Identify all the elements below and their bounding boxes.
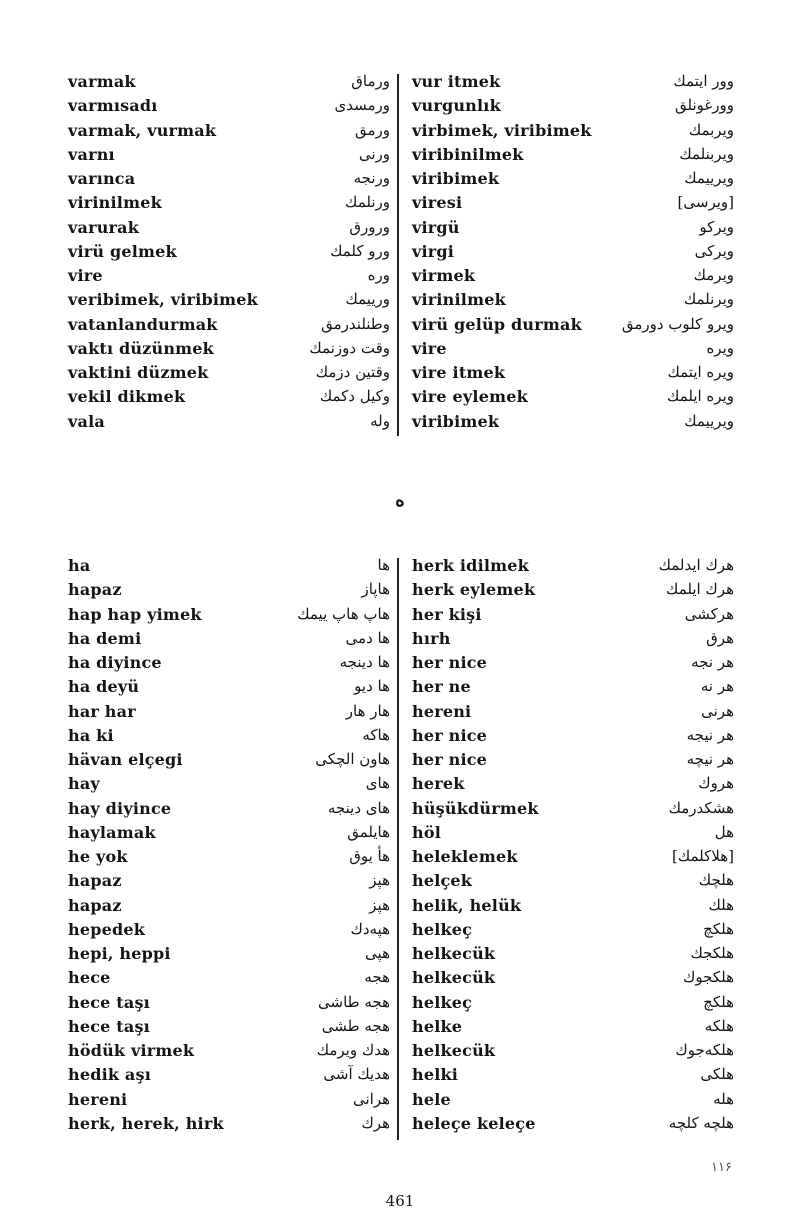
entry-row <box>0 169 800 193</box>
right-latin-headword: hele <box>412 1089 451 1109</box>
left-arabic-script: وطنلندرمق <box>321 314 390 333</box>
entry-row <box>0 823 800 847</box>
left-latin-headword: veribimek, viribimek <box>68 290 258 310</box>
left-latin-headword: hece <box>68 968 111 988</box>
left-arabic-script: ها ديو <box>354 677 390 696</box>
right-arabic-script: ويرييمك <box>684 411 734 430</box>
entry-row <box>0 799 800 823</box>
right-latin-headword: her nice <box>412 653 488 672</box>
entry-row <box>0 556 800 580</box>
right-latin-headword: virbimek, viribimek <box>412 120 592 140</box>
right-latin-headword: herk idilmek <box>412 556 529 575</box>
left-arabic-script: وره <box>367 266 390 284</box>
left-latin-headword: har har <box>68 701 136 721</box>
section-letter-heading: ه <box>395 490 405 511</box>
entry-row <box>0 944 800 968</box>
right-arabic-script: هلكجك <box>690 944 734 962</box>
right-arabic-script: هرنى <box>701 701 734 720</box>
right-arabic-script: وورغونلق <box>675 96 734 115</box>
left-arabic-script: وله <box>370 411 390 430</box>
left-arabic-script: هاى دينجه <box>327 798 390 817</box>
right-latin-headword: helçek <box>412 871 473 891</box>
entry-row <box>0 968 800 992</box>
right-latin-headword: hırh <box>412 628 451 648</box>
right-arabic-script: هلكەجوك <box>675 1041 734 1059</box>
section-v-entries <box>0 72 800 436</box>
right-latin-headword: helkecük <box>412 944 496 963</box>
right-latin-headword: virgü <box>412 217 460 237</box>
entry-row <box>0 266 800 290</box>
right-arabic-script: هلچك <box>698 871 734 890</box>
left-latin-headword: hay <box>68 774 100 794</box>
entry-row <box>0 339 800 363</box>
left-arabic-script: هپز <box>369 895 390 914</box>
left-arabic-script: هديك آشى <box>323 1065 390 1084</box>
entry-row <box>0 1090 800 1114</box>
left-latin-headword: vala <box>68 411 105 431</box>
right-arabic-script: ويرمك <box>693 266 734 284</box>
left-arabic-script: وقتين دزمك <box>315 363 390 381</box>
right-arabic-script: هرق <box>706 628 734 647</box>
right-arabic-script: هلكچ <box>703 992 734 1011</box>
left-latin-headword: varmısadı <box>68 96 158 116</box>
entry-row <box>0 847 800 871</box>
right-latin-headword: vire <box>412 338 447 358</box>
entry-row <box>0 242 800 266</box>
entry-row <box>0 218 800 242</box>
right-latin-headword: viresi <box>412 193 463 213</box>
entry-row <box>0 363 800 387</box>
left-arabic-script: هاپ هاپ ييمك <box>297 604 390 623</box>
right-latin-headword: virinilmek <box>412 290 506 310</box>
right-arabic-script: هشكدرمك <box>668 798 734 817</box>
entry-row <box>0 96 800 120</box>
left-latin-headword: hedik aşı <box>68 1065 151 1085</box>
right-latin-headword: helkecük <box>412 968 496 988</box>
entry-row <box>0 896 800 920</box>
entry-row <box>0 145 800 169</box>
left-arabic-script: ورمق <box>354 120 390 139</box>
left-arabic-script: هپز <box>369 871 390 890</box>
right-arabic-script: ويربنلمك <box>679 144 734 163</box>
right-arabic-script: ويرو كلوب دورمق <box>621 314 734 333</box>
entry-row <box>0 726 800 750</box>
right-arabic-script: هر نجه <box>691 653 734 671</box>
right-latin-headword: vire eylemek <box>412 387 528 407</box>
left-latin-headword: varnı <box>68 144 115 164</box>
left-arabic-script: هاون الچكى <box>315 750 390 768</box>
right-arabic-script: ويره ايتمك <box>667 363 734 381</box>
left-arabic-script: هجه طاشى <box>318 992 390 1011</box>
left-arabic-script: ورمسدى <box>334 96 390 115</box>
page-number: 461 <box>385 1192 415 1210</box>
right-latin-headword: herk eylemek <box>412 580 536 600</box>
entry-row <box>0 1065 800 1089</box>
right-latin-headword: vurgunlık <box>412 96 501 116</box>
entry-row <box>0 774 800 798</box>
right-arabic-script: وور ايتمك <box>673 72 734 90</box>
right-arabic-script: ويركى <box>694 241 734 260</box>
left-latin-headword: hödük virmek <box>68 1041 195 1060</box>
left-latin-headword: hepedek <box>68 919 146 939</box>
entry-row <box>0 121 800 145</box>
entry-row <box>0 315 800 339</box>
right-arabic-script: ويره ايلمك <box>667 387 734 406</box>
right-arabic-script: هلكجوك <box>683 968 734 987</box>
left-arabic-script: هجه <box>364 968 390 987</box>
left-latin-headword: ha demi <box>68 628 142 648</box>
entry-row <box>0 580 800 604</box>
right-latin-headword: viribinilmek <box>412 144 524 164</box>
left-arabic-script: هپى <box>365 944 390 962</box>
right-latin-headword: viribimek <box>412 169 500 188</box>
left-latin-headword: hap hap yimek <box>68 604 202 624</box>
left-latin-headword: varurak <box>68 217 140 237</box>
right-latin-headword: hereni <box>412 701 472 721</box>
entry-row <box>0 1114 800 1138</box>
right-latin-headword: herek <box>412 774 465 794</box>
entry-row <box>0 920 800 944</box>
left-latin-headword: ha <box>68 556 91 575</box>
left-arabic-script: هاپاز <box>361 580 390 599</box>
left-latin-headword: hävan elçegi <box>68 750 183 769</box>
left-latin-headword: hay diyince <box>68 798 172 818</box>
entry-row <box>0 193 800 217</box>
left-arabic-script: وقت دوزنمك <box>309 338 390 357</box>
left-latin-headword: ha ki <box>68 725 114 745</box>
right-latin-headword: viribimek <box>412 411 500 431</box>
right-latin-headword: her ne <box>412 677 471 697</box>
left-arabic-script: ها دينجه <box>339 653 390 671</box>
entry-row <box>0 702 800 726</box>
right-arabic-script: هر نيجه <box>686 725 734 744</box>
entry-row <box>0 1041 800 1065</box>
right-arabic-script: [ويرسى] <box>677 193 734 212</box>
right-latin-headword: her nice <box>412 725 488 745</box>
entry-row <box>0 750 800 774</box>
left-latin-headword: he yok <box>68 847 128 866</box>
left-arabic-script: هاكه <box>362 725 390 744</box>
right-latin-headword: helkeç <box>412 992 473 1012</box>
left-latin-headword: vekil dikmek <box>68 387 186 407</box>
right-latin-headword: her kişi <box>412 604 482 624</box>
left-arabic-script: هار هار <box>345 701 390 720</box>
right-latin-headword: virmek <box>412 266 476 285</box>
left-latin-headword: hece taşı <box>68 992 150 1012</box>
left-arabic-script: ورورق <box>349 217 390 236</box>
right-arabic-script: هلچه كلچه <box>668 1113 734 1132</box>
right-arabic-script: هركشى <box>684 604 734 623</box>
right-latin-headword: helkeç <box>412 919 473 939</box>
right-arabic-script: هرك ايلمك <box>666 580 734 599</box>
right-latin-headword: heleklemek <box>412 847 518 866</box>
left-arabic-script: هرانى <box>352 1089 390 1108</box>
right-arabic-script: [هلاكلمك] <box>672 847 734 865</box>
left-arabic-script: ها <box>377 556 390 574</box>
left-arabic-script: هأ يوق <box>349 847 390 865</box>
right-arabic-script: هلكى <box>700 1065 734 1084</box>
left-latin-headword: varınca <box>68 169 136 188</box>
left-arabic-script: هرك <box>361 1113 390 1132</box>
right-arabic-script: هر نيچه <box>686 750 734 768</box>
entry-row <box>0 677 800 701</box>
entry-row <box>0 1017 800 1041</box>
left-arabic-script: هايلمق <box>347 822 390 841</box>
left-latin-headword: herk, herek, hirk <box>68 1113 224 1133</box>
left-latin-headword: ha diyince <box>68 653 162 672</box>
right-latin-headword: helik, helük <box>412 895 522 915</box>
left-latin-headword: hapaz <box>68 895 122 915</box>
left-latin-headword: virinilmek <box>68 193 162 213</box>
right-latin-headword: helkecük <box>412 1041 496 1060</box>
right-arabic-script: ويرييمك <box>684 169 734 187</box>
left-latin-headword: hece taşı <box>68 1016 150 1036</box>
right-latin-headword: höl <box>412 822 441 842</box>
entry-row <box>0 653 800 677</box>
column-divider <box>397 558 399 1140</box>
entry-row <box>0 387 800 411</box>
left-arabic-script: هدك ويرمك <box>316 1041 390 1059</box>
section-h-entries <box>0 556 800 1138</box>
right-arabic-script: هل <box>714 822 734 841</box>
left-latin-headword: hapaz <box>68 580 122 600</box>
left-latin-headword: varmak, vurmak <box>68 120 217 140</box>
entry-row <box>0 605 800 629</box>
left-arabic-script: ورييمك <box>345 290 390 309</box>
entry-row <box>0 290 800 314</box>
right-arabic-script: ويرنلمك <box>683 290 734 309</box>
left-latin-headword: vire <box>68 266 103 285</box>
left-latin-headword: vaktı düzünmek <box>68 338 214 358</box>
right-arabic-script: هروك <box>698 774 734 793</box>
right-latin-headword: heleçe keleçe <box>412 1113 536 1133</box>
entry-row <box>0 629 800 653</box>
right-latin-headword: helke <box>412 1016 463 1036</box>
right-arabic-script: هرك ايدلمك <box>658 556 734 574</box>
entry-row <box>0 993 800 1017</box>
right-arabic-script: هلكچ <box>703 919 734 938</box>
right-arabic-script: ويركو <box>699 217 734 236</box>
entry-row <box>0 412 800 436</box>
right-arabic-script: هلك <box>708 895 734 914</box>
left-arabic-script: هاى <box>365 774 390 793</box>
left-latin-headword: hapaz <box>68 871 122 891</box>
entry-row <box>0 871 800 895</box>
right-latin-headword: vire itmek <box>412 363 506 382</box>
left-latin-headword: hepi, heppi <box>68 944 171 963</box>
right-arabic-script: هله <box>713 1089 734 1108</box>
left-latin-headword: haylamak <box>68 822 156 842</box>
right-latin-headword: hüşükdürmek <box>412 798 539 818</box>
right-latin-headword: virü gelüp durmak <box>412 314 582 334</box>
left-latin-headword: virü gelmek <box>68 241 177 261</box>
right-arabic-script: هر نه <box>700 677 734 696</box>
right-latin-headword: helki <box>412 1065 459 1085</box>
left-latin-headword: varmak <box>68 72 136 91</box>
left-arabic-script: هپەدك <box>350 919 390 938</box>
left-arabic-script: ورماق <box>351 72 390 90</box>
right-arabic-script: هلكه <box>704 1016 734 1035</box>
left-latin-headword: ha deyü <box>68 677 140 697</box>
right-latin-headword: virgi <box>412 241 455 261</box>
left-latin-headword: vatanlandurmak <box>68 314 218 334</box>
left-arabic-script: ورو كلمك <box>330 241 390 260</box>
left-latin-headword: hereni <box>68 1089 128 1109</box>
left-latin-headword: vaktini düzmek <box>68 363 209 382</box>
right-latin-headword: vur itmek <box>412 72 501 91</box>
left-arabic-script: هجه طشى <box>321 1016 390 1035</box>
left-arabic-script: ها دمى <box>345 628 390 647</box>
left-arabic-script: ورنلمك <box>345 193 390 212</box>
right-arabic-script: ويره <box>706 338 734 357</box>
right-latin-headword: her nice <box>412 750 488 769</box>
left-arabic-script: ورنجه <box>353 169 390 187</box>
stray-mark: ۱۱۶ <box>711 1160 732 1175</box>
left-arabic-script: وكيل دكمك <box>319 387 390 406</box>
left-arabic-script: ورنى <box>358 144 390 163</box>
column-divider <box>397 74 399 436</box>
entry-row <box>0 72 800 96</box>
right-arabic-script: ويربمك <box>688 120 734 139</box>
